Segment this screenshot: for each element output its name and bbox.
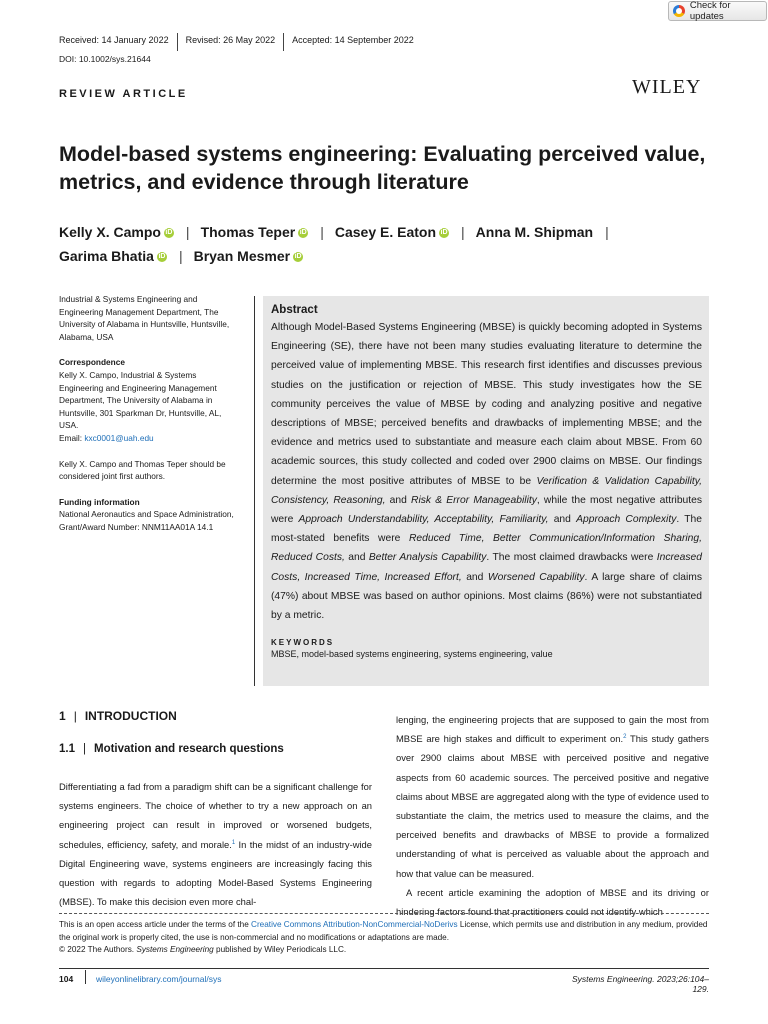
author[interactable]: Casey E. Eaton iD	[334, 224, 448, 240]
abstract-text: Although Model-Based Systems Engineering (MBSE) is quickly becoming adopted in Systems Engineering (SE), there have not been many studies evaluating literature to determine the perceived value of implementing MBSE. This research first identifies and discusses previous studies on the justification or rejection of MBSE. This study investigates how the SE community perceives the value of MBSE by coding and analyzing positive and negative descriptions of MBSE; perceived benefits and drawbacks of implementing MBSE; and the evidence and metrics used to substantiate and measure each claim about MBSE. From 60 academic sources, this study collected and coded over 2900 claims on MBSE. Our findings determine the most positive attributes of MBSE to be Verification & Validation Capability, Consistency, Reasoning, and Risk & Error Manageability, while the most negative attributes were Approach Understandability, Acceptability, Familiarity, and Approach Complexity. The most-stated benefits were Reduced Time, Better Communication/Information Sharing, Reduced Costs, and Better Analysis Capability. The most claimed drawbacks were Increased Costs, Increased Time, Increased Effort, and Worsened Capability. A large share of claims (47%) about MBSE was based on author opinions. Most claims (86%) were not substantiated by a metric.	[271, 322, 703, 622]
body-text-right: lenging, the engineering projects that are supposed to gain the most from MBSE are high stakes and difficult to experiment on.$^2$ This study gathers over 2900 claims about MBSE with perceived positive and negative aspects from 60 academic sources. The perceived positive and negative claims about MBSE are aggregated along with the type of evidence used to substantiate the claim, the metrics used to measure the claims, and the perceived benefits and drawbacks of MBSE to provide a formalized understanding of what is perceived as valuable about the approach and how that value can be measured. A recent article examining the adoption of MBSE and its driving or hindering factors found that practitioners could not identify which	[396, 710, 709, 921]
correspondence	[59, 356, 239, 444]
correspondence-heading: Correspondence	[59, 357, 125, 368]
keywords: MBSE, model-based systems engineering, systems engineering, value	[271, 649, 553, 660]
author[interactable]: Garima Bhatia iD	[59, 248, 166, 264]
author-info-sidebar	[59, 293, 239, 547]
affiliation: Industrial & Systems Engineering and Engineering Management Department, The University of Alabama in Huntsville, Huntsville, Alabama, USA	[59, 294, 230, 342]
section-heading: 1 | INTRODUCTION	[59, 709, 177, 723]
article-dates	[59, 33, 422, 51]
page-number: 104	[59, 974, 74, 984]
email-label: Email:	[59, 432, 85, 443]
subsection-heading: 1.1 | Motivation and research questions	[59, 743, 284, 755]
joint-author-note: Kelly X. Campo and Thomas Teper should be considered joint first authors.	[59, 458, 226, 482]
author[interactable]: Anna M. Shipman	[475, 224, 594, 240]
paper-title: Model-based systems engineering: Evaluating perceived value, metrics, and evidence through literature	[59, 142, 706, 194]
citation: Systems Engineering. 2023;26:104–129.	[571, 974, 709, 994]
correspondence-text: Kelly X. Campo, Industrial & Systems Engineering and Engineering Management Department, The University of Alabama in Huntsville, 301 Sparkman Dr, Huntsville, AL, USA.	[59, 369, 222, 431]
cc-license-link[interactable]: Creative Commons Attribution-NonCommercial-NoDerivs	[251, 920, 458, 929]
doi[interactable]: DOI: 10.1002/sys.21644	[59, 54, 151, 64]
footer-divider	[59, 968, 709, 969]
author-list: Kelly X. Campo iD | Thomas Teper iD | Casey E. Eaton iD | Anna M. Shipman | Garima Bhatia iD | Bryan Mesmer iD	[59, 220, 739, 268]
revised-date: Revised: 26 May 2022	[177, 33, 284, 51]
journal-url-link[interactable]: wileyonlinelibrary.com/journal/sys	[96, 974, 222, 984]
body-paragraph: A recent article examining the adoption of MBSE and its driving or hindering factors found that practitioners could not identify which	[396, 886, 709, 918]
license-divider	[59, 913, 709, 914]
funding-heading: Funding information	[59, 496, 140, 507]
funding	[59, 496, 239, 534]
reference-link[interactable]: 1	[231, 839, 236, 846]
abstract-box	[263, 296, 709, 686]
orcid-icon[interactable]: iD	[165, 229, 173, 237]
author[interactable]: Thomas Teper iD	[200, 224, 307, 240]
wiley-logo: WILEY	[632, 76, 702, 98]
body-text-left: Differentiating a fad from a paradigm shift can be a significant challenge for systems engineers. The choice of whether to try a new approach on an engineering project can result in improved or worsened budgets, schedules, efficiency, safety, and morale.$^1$ In the midst of an industry-wide Digital Engineering wave, systems engineers are increasingly facing this question with regards to adopting Model-Based Systems Engineering (MBSE). To make this decision even more chal-	[59, 781, 372, 908]
received-date: Received: 14 January 2022	[59, 35, 169, 45]
funding-text: National Aeronautics and Space Administration, Grant/Award Number: NNM11AA01A 14.1	[59, 509, 234, 532]
accepted-date: Accepted: 14 September 2022	[283, 33, 422, 51]
sidebar-divider	[254, 296, 255, 686]
author[interactable]: Bryan Mesmer iD	[193, 248, 302, 264]
footer-separator	[85, 970, 86, 984]
keywords-heading: KEYWORDS	[271, 638, 335, 648]
orcid-icon[interactable]: iD	[158, 253, 166, 261]
check-for-updates-label: Check for updates	[689, 0, 731, 22]
orcid-icon[interactable]: iD	[440, 229, 448, 237]
author[interactable]: Kelly X. Campo iD	[59, 224, 173, 240]
article-type: REVIEW ARTICLE	[59, 88, 188, 100]
orcid-icon[interactable]: iD	[294, 253, 302, 261]
email-link[interactable]: kxc0001@uah.edu	[84, 432, 154, 443]
crossmark-icon	[673, 5, 685, 17]
check-for-updates-button[interactable]	[668, 1, 767, 21]
abstract-heading: Abstract	[271, 304, 318, 316]
reference-link[interactable]: 2	[623, 734, 627, 741]
orcid-icon[interactable]: iD	[299, 229, 307, 237]
license-note: This is an open access article under the terms of the Creative Commons Attribution-NonCommercial-NoDerivs License, which permits use and distribution in any medium, provided the original work is properly cited, the use is non-commercial and no modifications or adaptations are made. © 2022 The Authors. Systems Engineering published by Wiley Periodicals LLC.	[59, 920, 708, 954]
